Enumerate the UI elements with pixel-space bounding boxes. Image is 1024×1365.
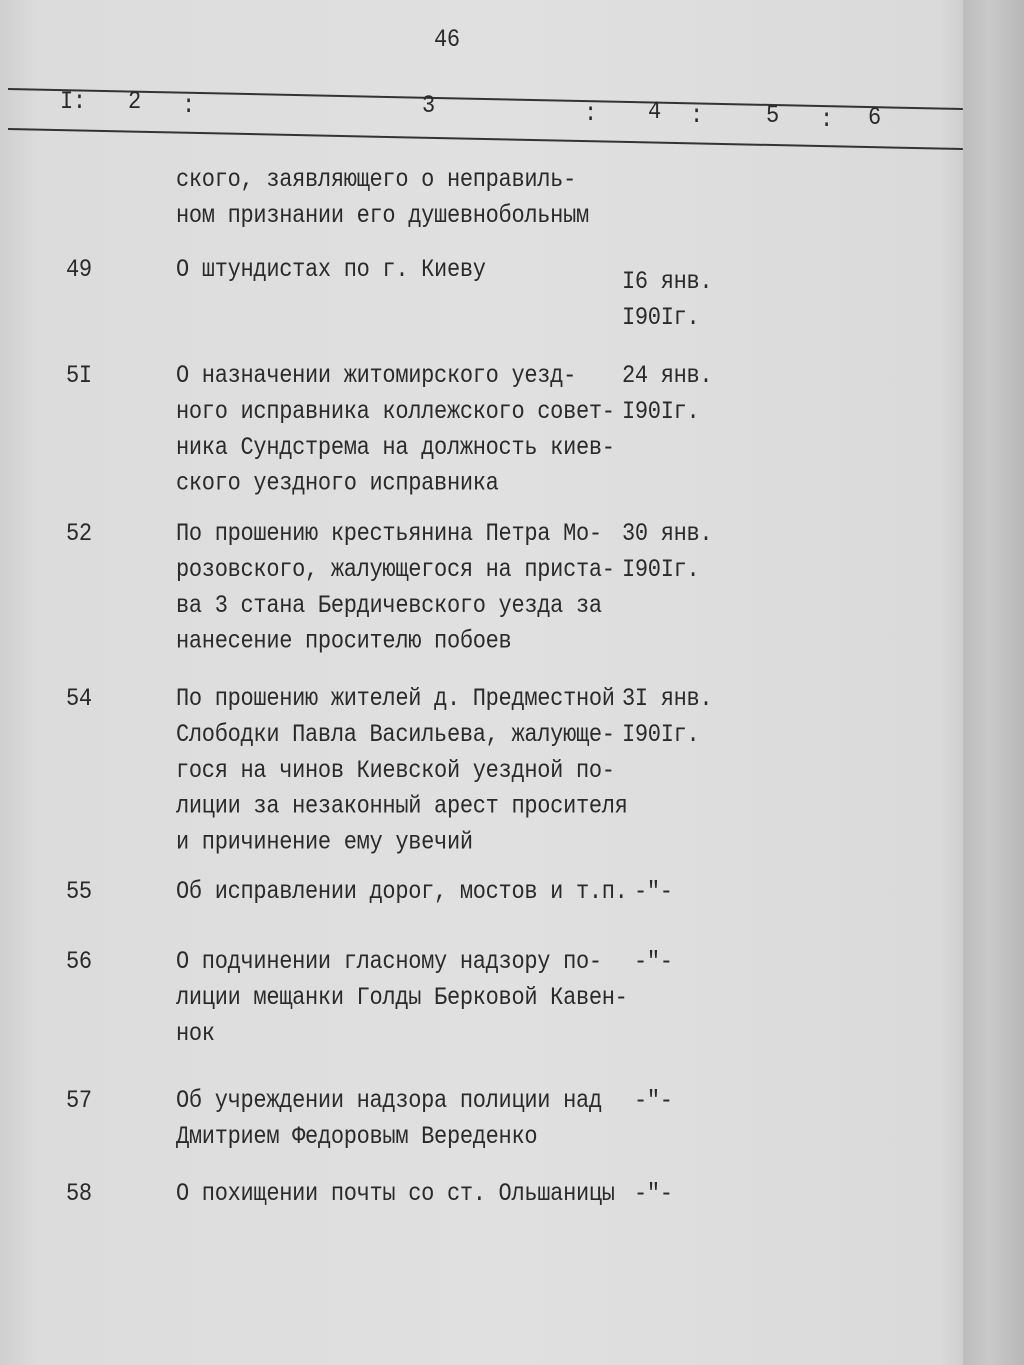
entry-title-line: ного исправника коллежского совет- [176,397,615,426]
page-number: 46 [434,26,460,54]
entry-number: 5I [66,362,92,390]
entry-title-line: О похищении почты со ст. Ольшаницы [176,1180,615,1208]
entry-title-line: ном признании его душевнобольным [176,201,589,230]
entry-date [634,1180,673,1216]
entry-title-line: ва 3 стана Бердичевского уезда за [176,591,602,620]
entry-title [176,166,589,238]
entry-date-line: -"- [634,1180,673,1208]
entry-title-line: ского, заявляющего о неправиль- [176,166,576,194]
entry-title-line: нанесение просителю побоев [176,627,512,656]
entry-date [634,1087,673,1123]
entry-number: 57 [66,1087,92,1115]
column-4-label: 4 [648,98,661,126]
entry-date-line: I6 янв. [622,268,713,296]
entry-title-line: По прошению крестьянина Петра Мо- [176,520,602,548]
entry-number: 49 [66,256,92,284]
entry-date-line: -"- [634,1087,673,1115]
entry-title [176,685,628,864]
entry-title-line: Об исправлении дорог, мостов и т.п. [176,878,628,906]
entry-date-line: 24 янв. [622,362,713,390]
entry-title [176,948,628,1056]
entry-title-line: Слободки Павла Васильева, жалующе- [176,720,615,749]
entry-title [176,1087,602,1159]
entry-title-line: лиции мещанки Голды Берковой Кавен- [176,983,628,1012]
entry-title-line: нок [176,1019,215,1048]
entry-title-line: розовского, жалующегося на приста- [176,555,615,584]
entry-title [176,878,628,914]
entry-title [176,256,486,292]
entry-number: 56 [66,948,92,976]
entry-date [622,268,712,340]
entry-date-line: I90Iг. [622,303,700,332]
entry-title-line: По прошению жителей д. Предместной [176,685,615,713]
column-separator: : [584,100,597,128]
entry-title [176,520,615,663]
column-separator: : [820,106,833,134]
entry-date [622,685,712,757]
column-1-label: I: [60,88,86,116]
column-5-label: 5 [766,102,779,130]
entry-number: 55 [66,878,92,906]
column-2-label: 2 [128,88,141,116]
column-3-label: 3 [422,92,435,120]
entry-date [622,520,712,592]
entry-date-line: 3I янв. [622,685,713,713]
entry-title [176,1180,615,1216]
entry-title-line: лиции за незаконный арест просителя [176,792,628,821]
entry-title-line: Дмитрием Федоровым Вереденко [176,1122,538,1151]
entry-date-line: -"- [634,878,673,906]
entry-date-line: I90Iг. [622,397,700,426]
entry-title-line: гося на чинов Киевской уездной по- [176,756,615,785]
entry-number: 58 [66,1180,92,1208]
entry-date-line: 30 янв. [622,520,713,548]
entry-date-line: -"- [634,948,673,976]
column-separator: : [690,102,703,130]
entry-title-line: О назначении житомирского уезд- [176,362,576,390]
entry-number: 54 [66,685,92,713]
entry-title-line: О штундистах по г. Киеву [176,256,486,284]
column-6-label: 6 [868,104,881,132]
entry-date [634,948,673,984]
entry-title-line: Об учреждении надзора полиции над [176,1087,602,1115]
entry-number: 52 [66,520,92,548]
entry-date-line: I90Iг. [622,555,700,584]
entry-title [176,362,615,505]
entry-date [634,878,673,914]
entry-title-line: ского уездного исправника [176,469,499,498]
entry-title-line: и причинение ему увечий [176,828,473,857]
entry-title-line: ника Сундстрема на должность киев- [176,433,615,462]
column-separator: : [182,92,195,120]
entry-date [622,362,712,434]
entry-date-line: I90Iг. [622,720,700,749]
entry-title-line: О подчинении гласному надзору по- [176,948,602,976]
